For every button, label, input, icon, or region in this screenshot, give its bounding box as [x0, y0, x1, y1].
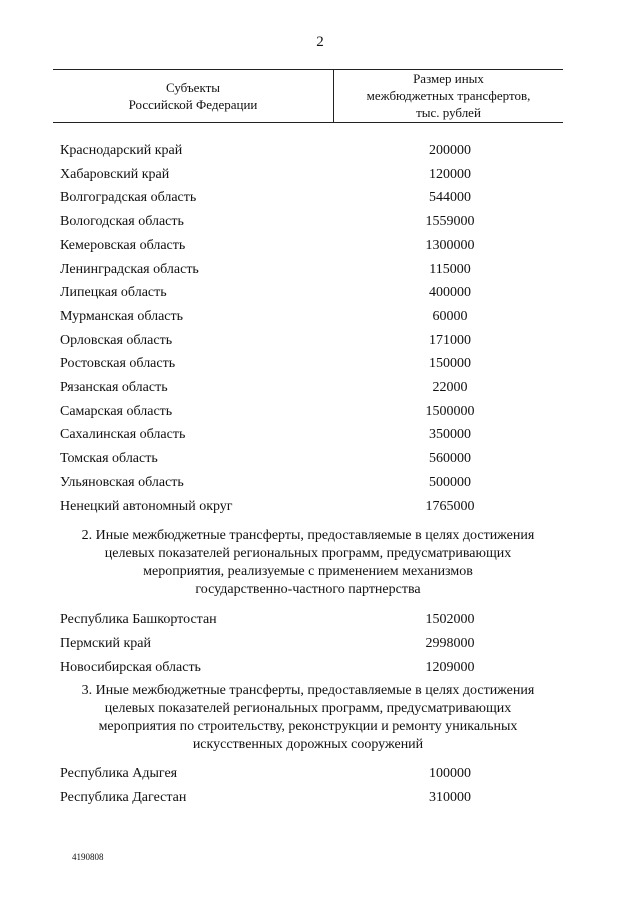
- transfer-amount: 560000: [429, 451, 471, 467]
- region-name: Ульяновская область: [60, 474, 184, 490]
- transfer-amount: 115000: [429, 261, 471, 277]
- table-row: [60, 258, 563, 282]
- table-row: [60, 329, 563, 353]
- transfer-amount: 120000: [429, 166, 471, 182]
- transfer-amount: 2998000: [425, 636, 475, 651]
- transfer-amount: 150000: [429, 356, 471, 372]
- header-transfer-size: Размер иных межбюджетных трансфертов, тыс. рублей: [366, 71, 531, 120]
- transfer-amount: 1502000: [425, 612, 475, 627]
- transfer-amount: 60000: [432, 308, 468, 324]
- table-row: [60, 632, 563, 656]
- table-row: [60, 423, 563, 447]
- section3-title: 3. Иные межбюджетные трансферты, предоставляемые в целях достижения целевых показателей региональных программ, предусматривающих мероприятия по строительству, реконструкции и ремонту уникальных искусственных дорожных сооружений: [81, 683, 535, 752]
- region-name: Республика Адыгея: [60, 766, 178, 781]
- region-name: Новосибирская область: [60, 660, 201, 675]
- region-name: Самарская область: [60, 403, 173, 419]
- table-row: [60, 210, 563, 234]
- section2-title: 2. Иные межбюджетные трансферты, предоставляемые в целях достижения целевых показателей региональных программ, предусматривающих мероприятия, реализуемые с применением механизмов государственно-частного партнерства: [81, 528, 535, 597]
- table-row: [60, 305, 563, 329]
- region-name: Республика Дагестан: [60, 790, 187, 805]
- table-row: [60, 762, 563, 786]
- transfer-amount: 544000: [429, 190, 471, 206]
- region-name: Ростовская область: [60, 356, 176, 372]
- region-name: Ненецкий автономный округ: [60, 498, 233, 514]
- region-name: Вологодская область: [60, 214, 184, 230]
- region-name: Рязанская область: [60, 380, 168, 395]
- region-name: Кемеровская область: [60, 237, 186, 253]
- table-row: [60, 400, 563, 424]
- transfer-amount: 1209000: [425, 660, 475, 675]
- table-row: [60, 447, 563, 471]
- region-name: Липецкая область: [60, 285, 167, 301]
- transfer-amount: 200000: [429, 143, 471, 158]
- region-name: Волгоградская область: [60, 190, 197, 206]
- table-row: [60, 281, 563, 305]
- region-name: Орловская область: [60, 332, 173, 348]
- transfer-amount: 1500000: [425, 403, 475, 419]
- transfer-amount: 100000: [429, 766, 471, 781]
- header-subjects: Субъекты Российской Федерации: [128, 80, 258, 112]
- region-name: Краснодарский край: [60, 143, 183, 158]
- region-name: Мурманская область: [60, 308, 184, 324]
- region-name: Пермский край: [60, 636, 151, 651]
- table-header-rule: [53, 122, 563, 123]
- table-row: [60, 139, 563, 163]
- table-row: [60, 608, 563, 632]
- table-row: [60, 163, 563, 187]
- region-name: Хабаровский край: [60, 166, 170, 182]
- transfer-amount: 500000: [429, 474, 471, 490]
- table-row: [60, 234, 563, 258]
- table-row: [60, 656, 563, 680]
- footer-code: 4190808: [72, 852, 104, 862]
- transfer-amount: 310000: [429, 790, 471, 805]
- table-row: [60, 786, 563, 810]
- transfer-amount: 171000: [429, 332, 471, 348]
- table-row: [60, 186, 563, 210]
- transfer-amount: 22000: [432, 380, 468, 395]
- transfer-amount: 1765000: [425, 498, 475, 514]
- transfer-amount: 1559000: [425, 214, 475, 230]
- table-row: [60, 495, 563, 519]
- region-name: Сахалинская область: [60, 427, 186, 443]
- page-number: 2: [316, 34, 324, 50]
- region-name: Ленинградская область: [60, 261, 199, 277]
- transfer-amount: 400000: [429, 285, 471, 301]
- table-row: [60, 471, 563, 495]
- transfer-amount: 1300000: [425, 237, 475, 253]
- transfer-amount: 350000: [429, 427, 471, 443]
- table-row: [60, 352, 563, 376]
- region-name: Томская область: [60, 451, 158, 467]
- table-row: [60, 376, 563, 400]
- region-name: Республика Башкортостан: [60, 612, 217, 627]
